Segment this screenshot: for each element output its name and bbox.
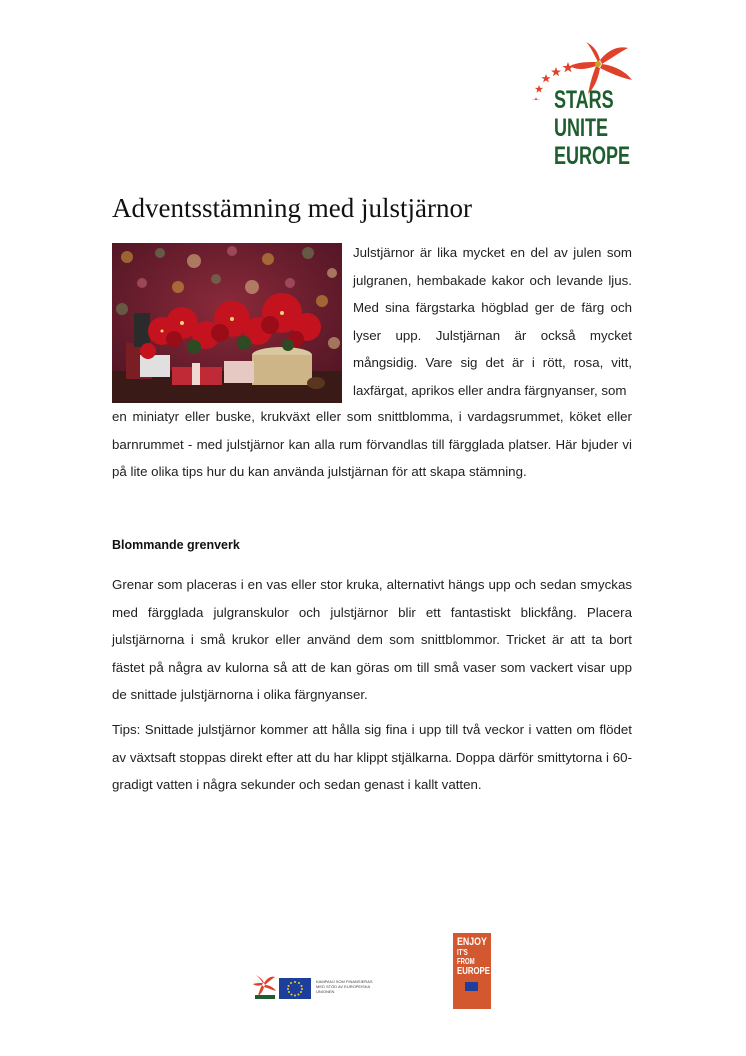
stars-unite-europe-logo bbox=[528, 40, 638, 180]
section-heading: Blommande grenverk bbox=[112, 538, 240, 552]
poinsettia-photo bbox=[112, 243, 342, 403]
eu-flag-icon bbox=[465, 982, 478, 991]
logo-line-unite: UNITE bbox=[554, 114, 608, 142]
intro-text-continued: en miniatyr eller buske, krukväxt eller som snittblomma, i vardagsrummet, köket eller barnrummet - med julstjärnor kan alla rum förvandlas till färgglada platser. Här bjuder vi på lite olika tips hur du kan använda julstjärnan för att skapa stämning. bbox=[112, 409, 632, 479]
enjoy-line-2: IT'S FROM bbox=[457, 948, 475, 966]
article-title: Adventsstämning med julstjärnor bbox=[112, 193, 472, 223]
enjoy-line-1: ENJOY bbox=[457, 936, 487, 948]
enjoy-line-3: EUROPE bbox=[457, 966, 490, 977]
logo-wordmark bbox=[554, 86, 631, 170]
logo-line-europe: EUROPE bbox=[554, 142, 631, 170]
paragraph-branches: Grenar som placeras i en vas eller stor kruka, alternativt hängs upp och sedan smyckas med färgglada julgranskulor och julstjärnor blir ett fantastiskt blickfång. Placera julstjärnorna i små krukor eller använd dem som snittblommor. Tricket är att ta bort fästet på några av kulorna så att de kan göras om till små vaser som vackert visar upp de snittade julstjärnorna i olika färgnyanser. bbox=[112, 577, 632, 702]
paragraph-tips: Tips: Snittade julstjärnor kommer att hålla sig fina i upp till två veckor i vatten om flödet av växtsaft stoppas direkt efter att du har klippt stjälkarna. Doppa därför smittytorna i 60-gradigt vatten i några sekunder och sedan genast i kallt vatten. bbox=[112, 722, 632, 792]
enjoy-its-from-europe-badge bbox=[453, 933, 491, 1009]
footer-funding-logos bbox=[253, 975, 383, 1001]
eu-funding-text: KAMPANJ SOM FINANSIERAS MED STÖD AV EUROPEISKA UNIONEN bbox=[316, 979, 373, 994]
logo-line-stars: STARS bbox=[554, 86, 614, 114]
intro-text-right: Julstjärnor är lika mycket en del av julen som julgranen, hembakade kakor och levande ljus. Med sina färgstarka högblad ger de färg och lyser upp. Julstjärnan är också mycket mångsidig. Vare sig det är i rött, rosa, vitt, laxfärgat, aprikos eller andra färgnyanser, som bbox=[353, 245, 632, 398]
